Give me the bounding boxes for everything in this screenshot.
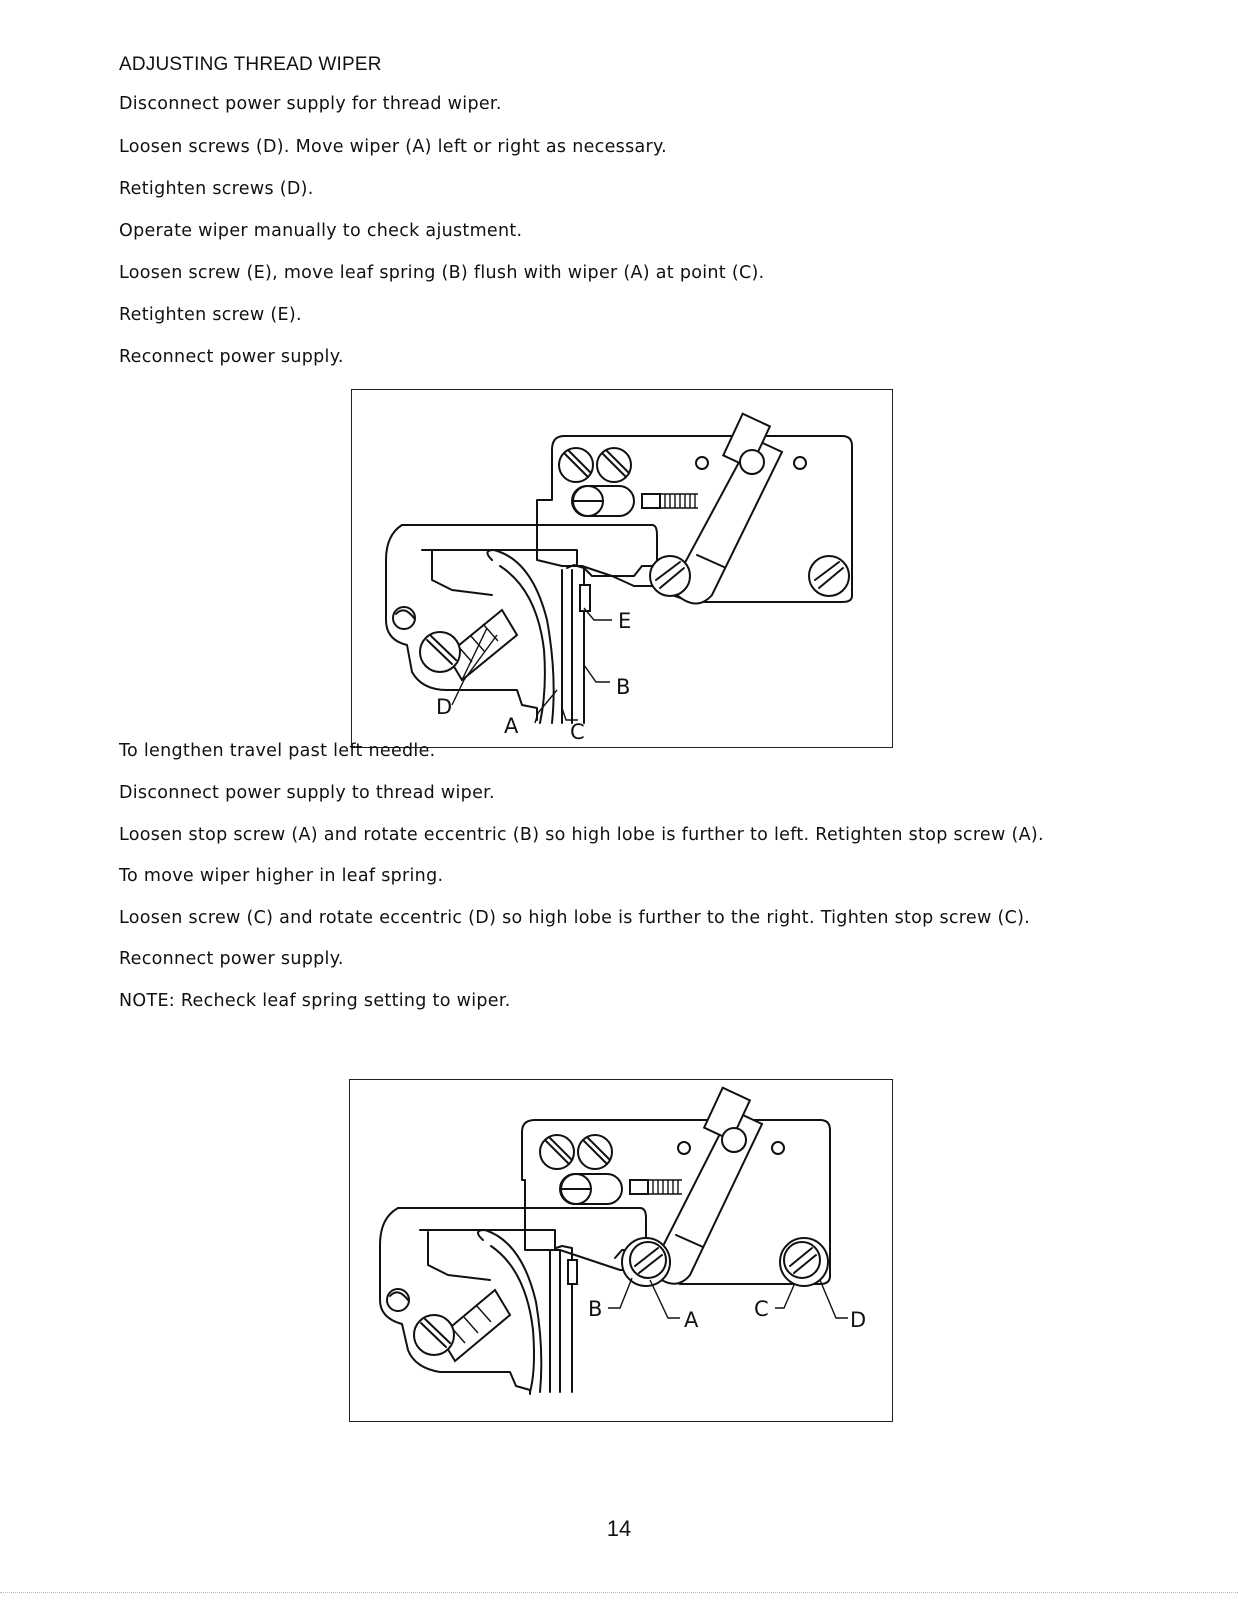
- instruction-line: Loosen screws (D). Move wiper (A) left or right as necessary.: [119, 137, 668, 157]
- thread-wiper-diagram-2: [349, 1079, 893, 1422]
- instruction-line: Disconnect power supply to thread wiper.: [119, 783, 495, 803]
- instruction-line: To lengthen travel past left needle.: [119, 741, 436, 761]
- instruction-line: Disconnect power supply for thread wiper.: [119, 94, 502, 114]
- page-number: 14: [606, 1516, 632, 1541]
- instruction-line: Loosen screw (C) and rotate eccentric (D) so high lobe is further to the right. Tighten stop screw (C).: [119, 908, 1031, 928]
- callout-C: C: [570, 720, 585, 744]
- instruction-line: Operate wiper manually to check ajustment.: [119, 221, 523, 241]
- instruction-line: Loosen stop screw (A) and rotate eccentric (B) so high lobe is further to left. Retighten stop screw (A).: [119, 825, 1044, 845]
- page-heading: ADJUSTING THREAD WIPER: [119, 54, 382, 75]
- callout-A: A: [684, 1308, 699, 1332]
- callout-D: D: [436, 695, 453, 719]
- instruction-line: To move wiper higher in leaf spring.: [119, 866, 444, 886]
- instruction-line: Loosen screw (E), move leaf spring (B) flush with wiper (A) at point (C).: [119, 263, 765, 283]
- callout-C: C: [754, 1297, 769, 1321]
- instruction-line: NOTE: Recheck leaf spring setting to wiper.: [119, 991, 511, 1011]
- instruction-line: Retighten screws (D).: [119, 179, 314, 199]
- callout-D: D: [850, 1308, 867, 1332]
- callout-B: B: [588, 1297, 603, 1321]
- instruction-line: Reconnect power supply.: [119, 949, 344, 969]
- callout-E: E: [618, 609, 632, 633]
- thread-wiper-drawing-1: [352, 390, 892, 747]
- thread-wiper-drawing-2: [350, 1080, 892, 1421]
- instruction-line: Retighten screw (E).: [119, 305, 302, 325]
- callout-B: B: [616, 675, 631, 699]
- instruction-line: Reconnect power supply.: [119, 347, 344, 367]
- scan-edge-divider: [0, 1592, 1238, 1594]
- callout-A: A: [504, 714, 519, 738]
- thread-wiper-diagram-1: [351, 389, 893, 748]
